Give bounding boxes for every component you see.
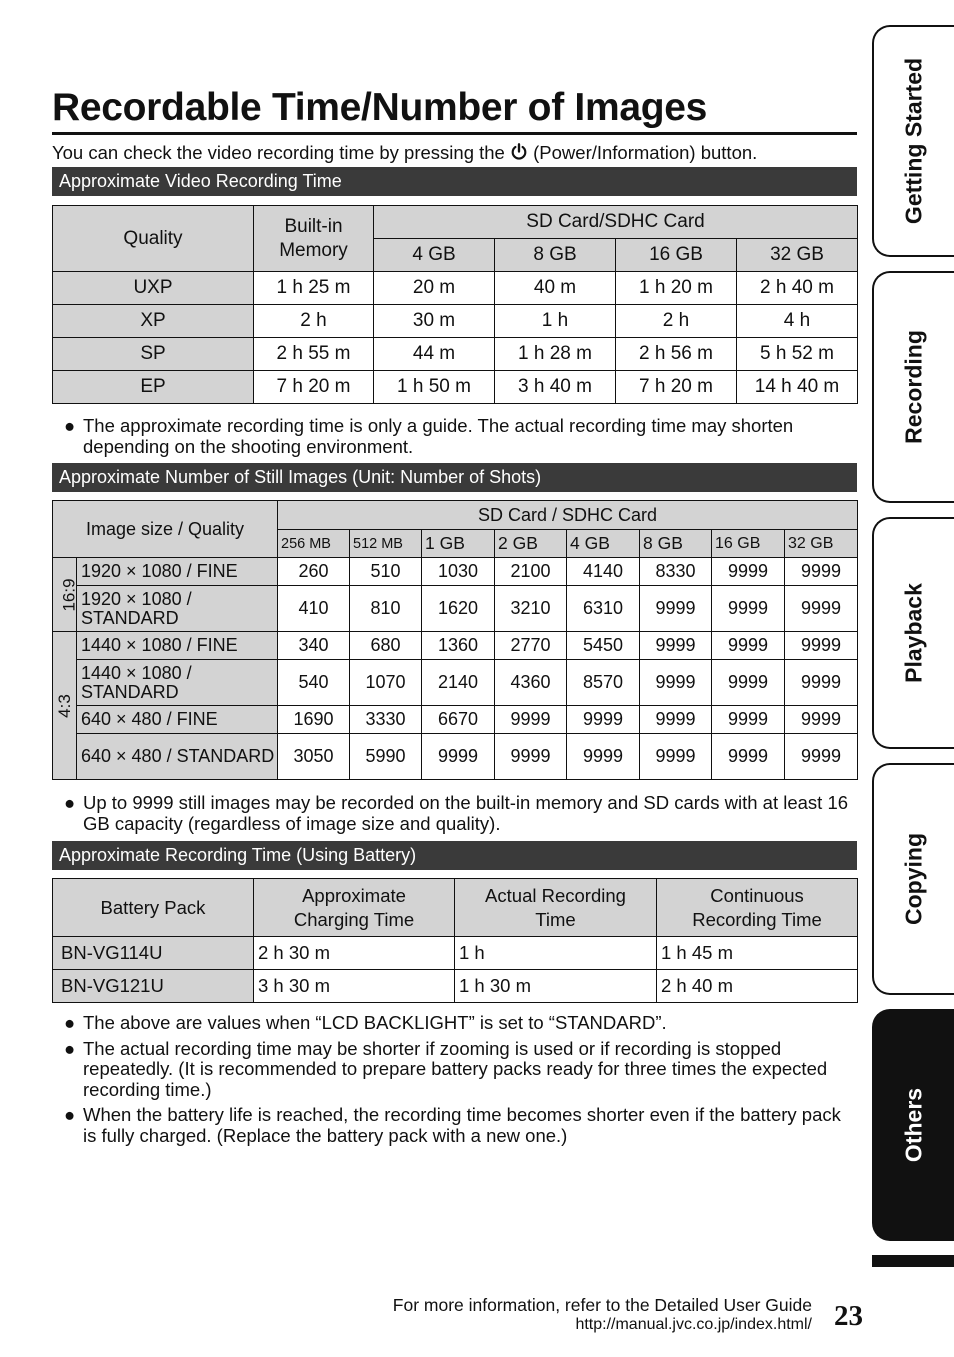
table-cell: 1 h (455, 937, 657, 970)
col-header: Actual Recording Time (455, 879, 657, 937)
note-text: The above are values when “LCD BACKLIGHT” is set to “STANDARD”. (83, 1012, 667, 1033)
table-cell: 1 h 30 m (455, 970, 657, 1003)
table-cell: 510 (350, 558, 422, 586)
size-label: 640 × 480 / STANDARD (77, 734, 278, 780)
table-row (53, 970, 858, 1003)
table-cell: 9999 (785, 734, 858, 780)
tab-label: Recording (900, 330, 927, 444)
table-cell: 9999 (712, 558, 785, 586)
table-cell: 6670 (422, 706, 495, 734)
note-item (60, 1039, 850, 1101)
table-cell: 40 m (495, 272, 616, 305)
tab-others[interactable] (872, 1009, 954, 1241)
note-text: When the battery life is reached, the recording time becomes shorter even if the battery pack is fully charged. (Replace the battery pack with a new one.) (83, 1104, 841, 1146)
footer-text: For more information, refer to the Detailed User Guide (392, 1295, 812, 1315)
tab-label: Others (900, 1087, 927, 1163)
table-cell: 9999 (785, 558, 858, 586)
size-label: 1920 × 1080 / FINE (77, 558, 278, 586)
table-cell: 9999 (785, 586, 858, 632)
table-cell: 3050 (278, 734, 350, 780)
table-cell: 8330 (640, 558, 712, 586)
table-cell: 2 h (616, 305, 737, 338)
table-cell: 4140 (567, 558, 640, 586)
table-cell: 3 h 30 m (254, 970, 455, 1003)
capacity-header: 16 GB (616, 239, 737, 272)
size-label: 1440 × 1080 / STANDARD (77, 660, 278, 706)
table-cell: 7 h 20 m (254, 371, 374, 404)
col-header: Approximate Charging Time (254, 879, 455, 937)
table-cell: 14 h 40 m (737, 371, 858, 404)
capacity-header: 4 GB (374, 239, 495, 272)
table-cell: 9999 (712, 632, 785, 660)
table-row (53, 272, 858, 305)
aspect-label: 16:9 (53, 558, 77, 632)
table-cell: 9999 (495, 734, 567, 780)
page-number: 23 (834, 1300, 863, 1332)
still-section-header: Approximate Number of Still Images (Unit: Number of Shots) (52, 463, 857, 492)
size-label: 1440 × 1080 / FINE (77, 632, 278, 660)
note-item (60, 1013, 850, 1034)
table-cell: 5 h 52 m (737, 338, 858, 371)
table-cell: 9999 (785, 706, 858, 734)
note-text: The actual recording time may be shorter if zooming is used or if recording is stopped repeatedly. (It is recommended to prepare battery packs ready for three times the expected recording time.) (83, 1037, 828, 1100)
capacity-header: 32 GB (737, 239, 858, 272)
table-row (53, 937, 858, 970)
table-cell: 5450 (567, 632, 640, 660)
table-cell: 9999 (785, 632, 858, 660)
table-cell: 6310 (567, 586, 640, 632)
table-cell: 3330 (350, 706, 422, 734)
table-cell: 44 m (374, 338, 495, 371)
table-cell: 3210 (495, 586, 567, 632)
col-quality-header: Quality (53, 206, 254, 272)
table-cell: 1070 (350, 660, 422, 706)
tab-label: Getting Started (900, 57, 927, 225)
table-cell: 9999 (640, 586, 712, 632)
table-row (53, 660, 858, 706)
table-cell: 680 (350, 632, 422, 660)
table-cell: 9999 (712, 706, 785, 734)
table-cell: 540 (278, 660, 350, 706)
intro-text (52, 142, 757, 164)
table-cell: 9999 (567, 706, 640, 734)
table-cell: 410 (278, 586, 350, 632)
table-cell: 5990 (350, 734, 422, 780)
table-cell: 9999 (640, 734, 712, 780)
table-cell: 8570 (567, 660, 640, 706)
battery-pack-label: BN-VG121U (53, 970, 254, 1003)
note-item (60, 416, 850, 457)
table-row (53, 632, 858, 660)
table-cell: 260 (278, 558, 350, 586)
title-rule (52, 132, 857, 135)
capacity-header: 1 GB (422, 530, 495, 558)
table-cell: 2 h 56 m (616, 338, 737, 371)
table-cell: 810 (350, 586, 422, 632)
capacity-header: 8 GB (640, 530, 712, 558)
table-row (53, 305, 858, 338)
capacity-header: 4 GB (567, 530, 640, 558)
capacity-header: 512 MB (350, 530, 422, 558)
capacity-header: 8 GB (495, 239, 616, 272)
size-label: 640 × 480 / FINE (77, 706, 278, 734)
bullet-icon: ● (64, 1037, 76, 1059)
capacity-header: 16 GB (712, 530, 785, 558)
table-cell: 9999 (712, 660, 785, 706)
quality-label: EP (53, 371, 254, 404)
table-cell: 9999 (422, 734, 495, 780)
quality-label: SP (53, 338, 254, 371)
table-cell: 1030 (422, 558, 495, 586)
capacity-header: 256 MB (278, 530, 350, 558)
table-row (53, 734, 858, 780)
col-header: Continuous Recording Time (657, 879, 858, 937)
note-item (60, 793, 850, 834)
tab-recording[interactable] (872, 271, 954, 503)
note-text: Up to 9999 still images may be recorded on the built-in memory and SD cards with at least 16 GB capacity (regardless of image size and quality). (83, 792, 849, 834)
table-cell: 1 h 20 m (616, 272, 737, 305)
table-cell: 9999 (712, 586, 785, 632)
table-cell: 1690 (278, 706, 350, 734)
table-cell: 9999 (640, 660, 712, 706)
col-builtin-header: Built-in Memory (254, 206, 374, 272)
table-row (53, 338, 858, 371)
table-cell: 1 h 28 m (495, 338, 616, 371)
aspect-label: 4:3 (53, 632, 77, 780)
table-row (53, 558, 858, 586)
table-cell: 1360 (422, 632, 495, 660)
table-cell: 9999 (785, 660, 858, 706)
page-title: Recordable Time/Number of Images (52, 86, 708, 129)
table-cell: 1 h 25 m (254, 272, 374, 305)
table-cell: 2 h (254, 305, 374, 338)
table-cell: 340 (278, 632, 350, 660)
note-item (60, 1105, 850, 1146)
note-text: The approximate recording time is only a guide. The actual recording time may shorten depending on the shooting environment. (83, 415, 794, 457)
battery-table (52, 878, 858, 1003)
table-cell: 1 h 45 m (657, 937, 858, 970)
table-cell: 2 h 55 m (254, 338, 374, 371)
table-cell: 1620 (422, 586, 495, 632)
table-cell: 9999 (640, 706, 712, 734)
quality-label: UXP (53, 272, 254, 305)
tab-copying[interactable] (872, 763, 954, 995)
tab-playback[interactable] (872, 517, 954, 749)
intro-after: (Power/Information) button. (533, 142, 758, 163)
capacity-header: 32 GB (785, 530, 858, 558)
table-cell: 2 h 40 m (657, 970, 858, 1003)
col-size-header: Image size / Quality (53, 501, 278, 558)
table-row (53, 586, 858, 632)
video-section-header: Approximate Video Recording Time (52, 167, 857, 196)
col-header: Battery Pack (53, 879, 254, 937)
bullet-icon: ● (64, 415, 76, 436)
table-cell: 9999 (640, 632, 712, 660)
table-cell: 4 h (737, 305, 858, 338)
table-cell: 2 h 30 m (254, 937, 455, 970)
size-label: 1920 × 1080 / STANDARD (77, 586, 278, 632)
table-cell: 4360 (495, 660, 567, 706)
table-row (53, 706, 858, 734)
battery-pack-label: BN-VG114U (53, 937, 254, 970)
table-cell: 1 h (495, 305, 616, 338)
table-cell: 2100 (495, 558, 567, 586)
table-cell: 9999 (567, 734, 640, 780)
battery-section-header: Approximate Recording Time (Using Battery) (52, 841, 857, 870)
battery-notes (60, 1013, 850, 1151)
table-cell: 2 h 40 m (737, 272, 858, 305)
quality-label: XP (53, 305, 254, 338)
col-sd-header: SD Card / SDHC Card (278, 501, 858, 530)
table-cell: 1 h 50 m (374, 371, 495, 404)
table-cell: 2770 (495, 632, 567, 660)
col-sd-header: SD Card/SDHC Card (374, 206, 858, 239)
table-cell: 9999 (495, 706, 567, 734)
still-notes (60, 793, 850, 839)
video-notes (60, 416, 850, 462)
tab-bottom-bar (872, 1255, 954, 1267)
footer (393, 1295, 812, 1335)
tab-getting-started[interactable] (872, 25, 954, 257)
bullet-icon: ● (64, 1104, 76, 1125)
table-cell: 30 m (374, 305, 495, 338)
table-cell: 2140 (422, 660, 495, 706)
table-row (53, 371, 858, 404)
tab-label: Copying (900, 833, 927, 925)
table-cell: 20 m (374, 272, 495, 305)
power-icon (510, 143, 528, 161)
video-time-table (52, 205, 858, 404)
table-cell: 7 h 20 m (616, 371, 737, 404)
footer-url[interactable]: http://manual.jvc.co.jp/index.html/ (575, 1316, 812, 1333)
intro-before: You can check the video recording time by pressing the (52, 142, 505, 163)
table-cell: 9999 (712, 734, 785, 780)
bullet-icon: ● (64, 792, 76, 813)
still-images-table (52, 500, 858, 780)
bullet-icon: ● (64, 1012, 76, 1033)
tab-label: Playback (900, 583, 927, 683)
table-cell: 3 h 40 m (495, 371, 616, 404)
capacity-header: 2 GB (495, 530, 567, 558)
